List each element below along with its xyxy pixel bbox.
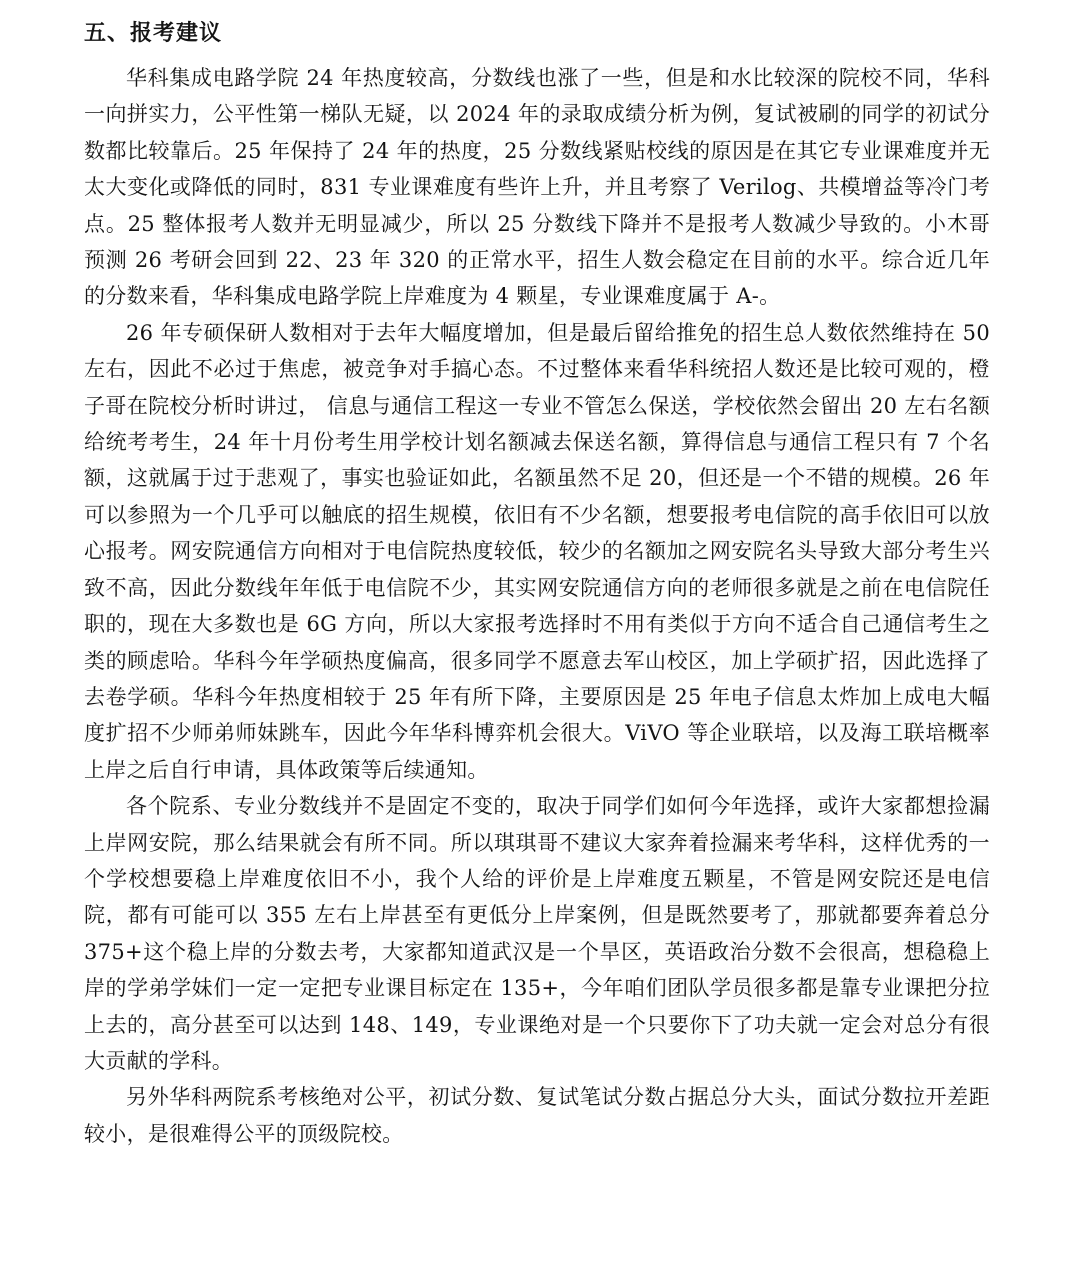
document-page xyxy=(84,14,990,1152)
paragraph-score-line-advice: 各个院系、专业分数线并不是固定不变的，取决于同学们如何今年选择，或许大家都想捡漏上岸网安院，那么结果就会有所不同。所以琪琪哥不建议大家奔着捡漏来考华科，这样优秀的一个学校想要稳上岸难度依旧不小，我个人给的评价是上岸难度五颗星，不管是网安院还是电信院，都有可能可以 355 左右上岸甚至有更低分上岸案例，但是既然要考了，那就都要奔着总分 375+这个稳上岸的分数去考，大家都知道武汉是一个旱区，英语政治分数不会很高，想稳稳上岸的学弟学妹们一定一定把专业课目标定在 135+，今年咱们团队学员很多都是靠专业课把分拉上去的，高分甚至可以达到 148、149，专业课绝对是一个只要你下了功夫就一定会对总分有很大贡献的学科。 xyxy=(84,794,990,1073)
paragraph-fairness: 另外华科两院系考核绝对公平，初试分数、复试笔试分数占据总分大头，面试分数拉开差距较小，是很难得公平的顶级院校。 xyxy=(84,1085,990,1146)
paragraph-hust-ic-college: 华科集成电路学院 24 年热度较高，分数线也涨了一些，但是和水比较深的院校不同，华科一向拼实力，公平性第一梯队无疑，以 2024 年的录取成绩分析为例，复试被刷的同学的初试分数都比较靠后。25 年保持了 24 年的热度，25 分数线紧贴校线的原因是在其它专业课难度并无太大变化或降低的同时，831 专业课难度有些许上升，并且考察了 Verilog、共模增益等冷门考点。25 整体报考人数并无明显减少，所以 25 分数线下降并不是报考人数减少导致的。小木哥预测 26 考研会回到 22、23 年 320 的正常水平，招生人数会稳定在目前的水平。综合近几年的分数来看，华科集成电路学院上岸难度为 4 颗星，专业课难度属于 A-。 xyxy=(84,66,990,309)
paragraph-admission-quota: 26 年专硕保研人数相对于去年大幅度增加，但是最后留给推免的招生总人数依然维持在 50 左右，因此不必过于焦虑，被竞争对手搞心态。不过整体来看华科统招人数还是比较可观的，橙子哥在院校分析时讲过， 信息与通信工程这一专业不管怎么保送，学校依然会留出 20 左右名额给统考考生，24 年十月份考生用学校计划名额减去保送名额，算得信息与通信工程只有 7 个名额，这就属于过于悲观了，事实也验证如此，名额虽然不足 20，但还是一个不错的规模。26 年可以参照为一个几乎可以触底的招生规模，依旧有不少名额，想要报考电信院的高手依旧可以放心报考。网安院通信方向相对于电信院热度较低，较少的名额加之网安院名头导致大部分考生兴致不高，因此分数线年年低于电信院不少，其实网安院通信方向的老师很多就是之前在电信院任职的，现在大多数也是 6G 方向，所以大家报考选择时不用有类似于方向不适合自己通信考生之类的顾虑哈。华科今年学硕热度偏高，很多同学不愿意去军山校区，加上学硕扩招，因此选择了去卷学硕。华科今年热度相较于 25 年有所下降，主要原因是 25 年电子信息太炸加上成电大幅度扩招不少师弟师妹跳车，因此今年华科博弈机会很大。ViVO 等企业联培，以及海工联培概率上岸之后自行申请，具体政策等后续通知。 xyxy=(84,320,990,782)
section-heading: 五、报考建议 xyxy=(84,21,223,46)
